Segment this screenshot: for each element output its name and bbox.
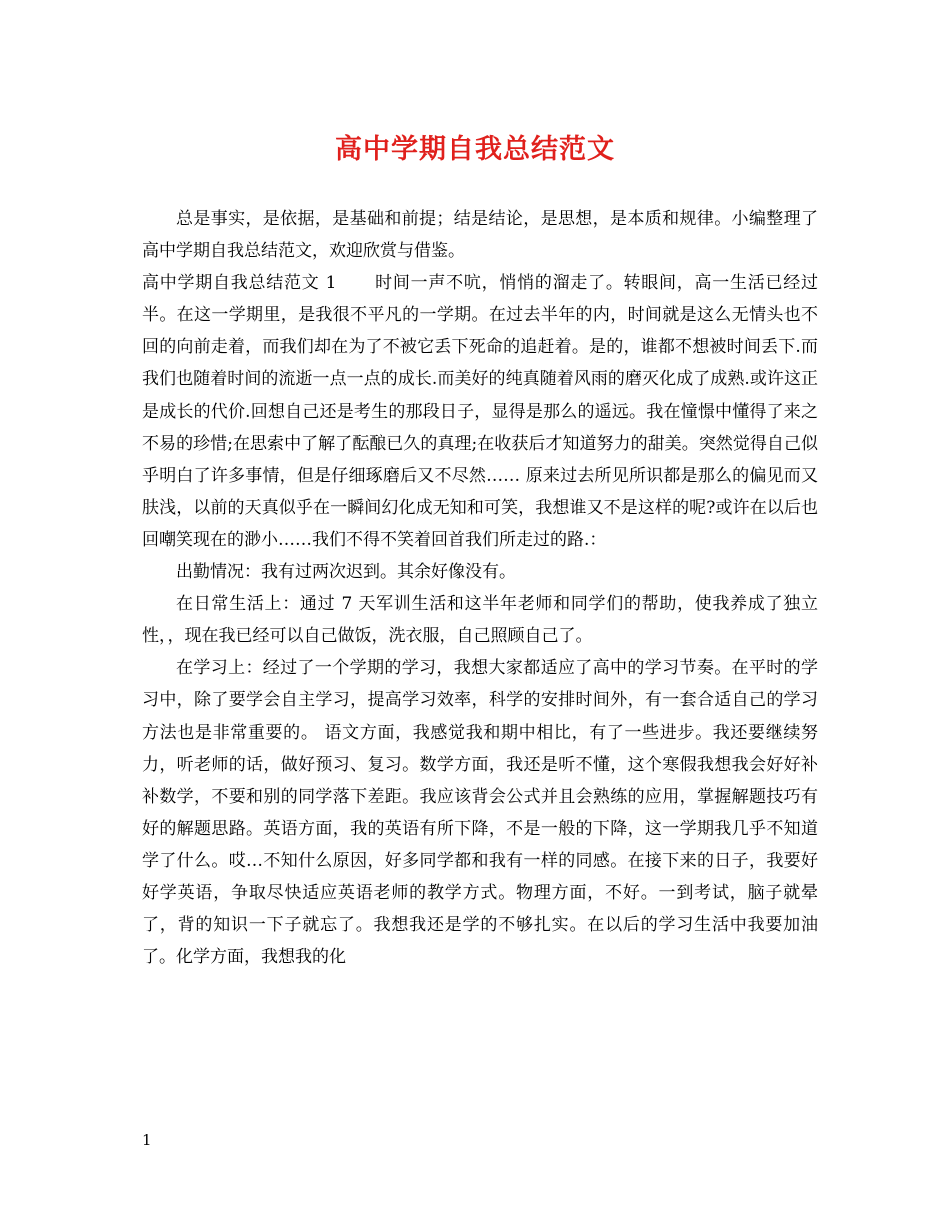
- intro-paragraph: 总是事实，是依据，是基础和前提；结是结论，是思想，是本质和规律。小编整理了高中学期自我总结范文，欢迎欣赏与借鉴。: [142, 209, 818, 262]
- daily-life-paragraph: 在日常生活上：通过 7 天军训生活和这半年老师和同学们的帮助，使我养成了独立性，，现在我已经可以自己做饭，洗衣服，自己照顾自己了。: [142, 594, 818, 647]
- section-first-paragraph: 时间一声不吭，悄悄的溜走了。转眼间，高一生活已经过半。在这一学期里，是我很不平凡的一学期。在过去半年的内，时间就是这么无情头也不回的向前走着，而我们却在为了不被它丢下死命的追赶着。是的，谁都不想被时间丢下.而我们也随着时间的流逝一点一点的成长.而美好的纯真随着风雨的磨灭化成了成熟.或许这正是成长的代价.回想自己还是考生的那段日子，显得是那么的遥远。我在憧憬中懂得了来之不易的珍惜;在思索中了解了酝酿已久的真理;在收获后才知道努力的甜美。突然觉得自己似乎明白了许多事情，但是仔细琢磨后又不尽然…… 原来过去所见所识都是那么的偏见而又肤浅，以前的天真似乎在一瞬间幻化成无知和可笑，我想谁又不是这样的呢?或许在以后也回嘲笑现在的渺小……我们不得不笑着回首我们所走过的路.：: [142, 273, 818, 550]
- page-number: 1: [142, 1131, 152, 1149]
- study-paragraph: 在学习上：经过了一个学期的学习，我想大家都适应了高中的学习节奏。在平时的学习中，除了要学会自主学习，提高学习效率，科学的安排时间外，有一套合适自己的学习方法也是非常重要的。 语文方面，我感觉我和期中相比，有了一些进步。我还要继续努力，听老师的话，做好预习、复习。数学方面，我还是听不懂，这个寒假我想我会好好补补数学，不要和别的同学落下差距。我应该背会公式并且会熟练的应用，掌握解题技巧有好的解题思路。英语方面，我的英语有所下降，不是一般的下降，这一学期我几乎不知道学了什么。哎…不知什么原因，好多同学都和我有一样的同感。在接下来的日子，我要好好学英语，争取尽快适应英语老师的教学方式。物理方面，不好。一到考试，脑子就晕了，背的知识一下子就忘了。我想我还是学的不够扎实。在以后的学习生活中我要加油了。化学方面，我想我的化: [142, 658, 818, 968]
- attendance-paragraph: 出勤情况：我有过两次迟到。其余好像没有。: [176, 562, 516, 583]
- document-body: [142, 203, 818, 973]
- page-title: 高中学期自我总结范文: [335, 134, 615, 165]
- section-heading: 高中学期自我总结范文 1: [142, 273, 337, 294]
- section-paragraph: [142, 267, 818, 556]
